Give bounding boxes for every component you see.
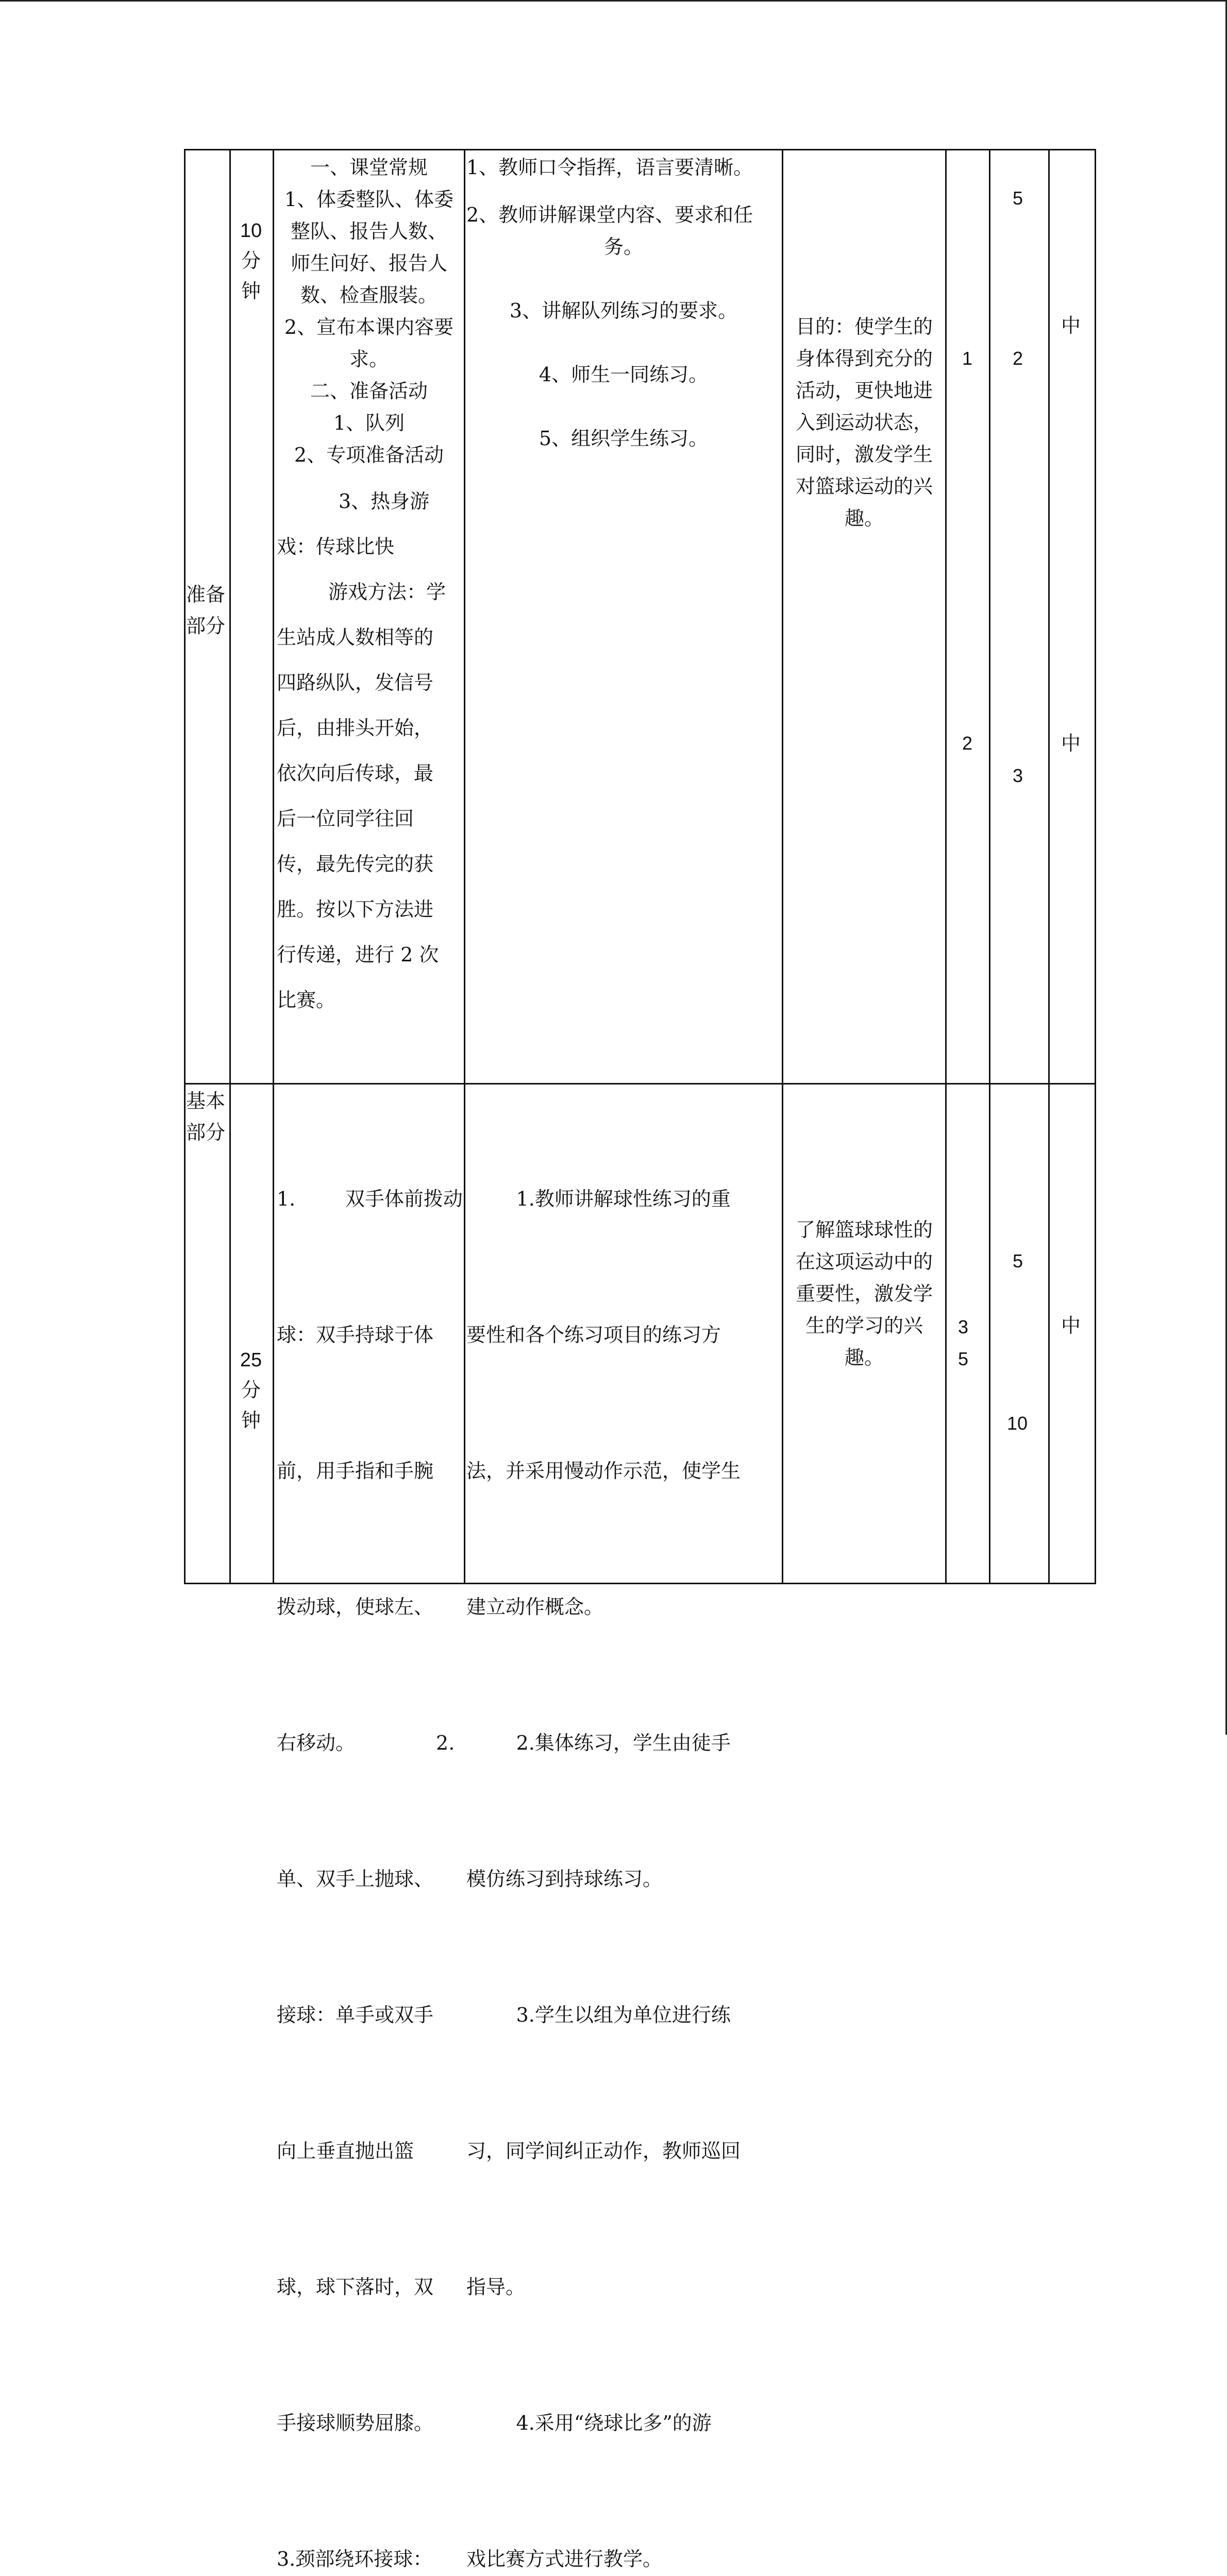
content-line: 胜。按以下方法进 bbox=[277, 898, 434, 921]
content-line: 2、宣布本课内容要 bbox=[284, 316, 454, 338]
basic-count-2: 5 bbox=[958, 1348, 969, 1369]
content-line: 数、检查服装。 bbox=[300, 284, 438, 307]
basic-times-2: 10 bbox=[1007, 1413, 1028, 1434]
prep-time: 10 分 钟 bbox=[240, 220, 262, 302]
table-border-top bbox=[184, 149, 1096, 150]
goal-line: 了解篮球球性的 bbox=[795, 1218, 933, 1241]
content-line: 后一位同学往回 bbox=[277, 807, 414, 830]
method-line: 4、师生一同练习。 bbox=[539, 363, 709, 386]
method-line: 1、教师口令指挥，语言要清晰。 bbox=[466, 156, 753, 179]
goal-line: 目的：使学生的 bbox=[795, 315, 933, 338]
content-line: 二、准备活动 bbox=[310, 380, 428, 402]
content-line: 师生问好、报告人 bbox=[290, 252, 447, 275]
method-line: 建立动作概念。 bbox=[466, 1596, 604, 1618]
prep-game-content bbox=[277, 479, 446, 1023]
content-line: 球，球下落时，双 bbox=[277, 2276, 434, 2298]
method-line: 1.教师讲解球性练习的重 bbox=[466, 1188, 731, 1210]
content-line: 右移动。 2. bbox=[277, 1732, 455, 1754]
goal-line: 身体得到充分的 bbox=[795, 347, 933, 370]
method-line: 戏比赛方式进行教学。 bbox=[466, 2548, 663, 2570]
method-line: 5、组织学生练习。 bbox=[539, 427, 709, 450]
prep-section-label: 准备 部分 bbox=[186, 583, 226, 637]
content-line: 前，用手指和手腕 bbox=[277, 1460, 434, 1482]
content-line: 四路纵队，发信号 bbox=[277, 671, 434, 694]
lesson-plan-table bbox=[184, 149, 1096, 2570]
content-line: 戏：传球比快 bbox=[277, 535, 395, 558]
prep-intensity-1: 中 bbox=[1061, 314, 1081, 337]
col-line bbox=[1048, 149, 1050, 1584]
prep-times-2: 2 bbox=[1013, 348, 1023, 369]
content-line: 生站成人数相等的 bbox=[277, 626, 434, 649]
basic-goal bbox=[783, 1214, 945, 1374]
content-line: 接球：单手或双手 bbox=[277, 2004, 434, 2026]
prep-intensity-2: 中 bbox=[1061, 732, 1081, 755]
content-line: 依次向后传球，最 bbox=[277, 762, 434, 785]
col-line bbox=[1095, 149, 1096, 1584]
col-line bbox=[184, 149, 186, 1584]
content-line: 单、双手上抛球、 bbox=[277, 1868, 434, 1890]
goal-line: 入到运动状态， bbox=[795, 411, 933, 434]
method-line: 要性和各个练习项目的练习方 bbox=[466, 1324, 721, 1346]
method-line: 4.采用“绕球比多”的游 bbox=[466, 2412, 712, 2434]
prep-goal bbox=[783, 311, 945, 534]
method-line: 习，同学间纠正动作，教师巡回 bbox=[466, 2140, 741, 2162]
content-line: 3.颈部绕环接球： bbox=[277, 2548, 433, 2570]
goal-line: 同时，激发学生 bbox=[795, 443, 933, 466]
content-line: 向上垂直抛出篮 bbox=[277, 2140, 414, 2162]
content-line: 手接球顺势屈膝。 bbox=[277, 2412, 434, 2434]
row-divider bbox=[184, 1083, 1096, 1084]
method-line: 3、讲解队列练习的要求。 bbox=[509, 299, 738, 322]
content-line: 一、课堂常规 bbox=[310, 156, 428, 179]
basic-times-1: 5 bbox=[1013, 1250, 1023, 1272]
method-line: 模仿练习到持球练习。 bbox=[466, 1868, 663, 1890]
col-line bbox=[464, 149, 465, 1584]
content-line: 球：双手持球于体 bbox=[277, 1324, 434, 1346]
method-line: 法，并采用慢动作示范，使学生 bbox=[466, 1460, 741, 1482]
goal-line: 重要性，激发学 bbox=[795, 1282, 933, 1305]
prep-content bbox=[274, 151, 464, 471]
content-line: 1、队列 bbox=[333, 412, 405, 434]
basic-intensity: 中 bbox=[1061, 1314, 1081, 1337]
goal-line: 活动，更快地进 bbox=[795, 379, 933, 402]
method-line: 指导。 bbox=[466, 2276, 526, 2298]
basic-content bbox=[277, 1086, 463, 2576]
content-line: 2、专项准备活动 bbox=[294, 444, 444, 466]
method-line: 3.学生以组为单位进行练 bbox=[466, 2004, 731, 2026]
goal-line: 对篮球运动的兴 bbox=[795, 475, 933, 498]
method-line: 2.集体练习，学生由徒手 bbox=[466, 1732, 731, 1754]
prep-method bbox=[466, 151, 781, 454]
content-line: 1、体委整队、体委 bbox=[284, 188, 454, 211]
goal-line: 趣。 bbox=[844, 507, 884, 530]
content-line: 求。 bbox=[349, 348, 389, 370]
content-line: 整队、报告人数、 bbox=[290, 220, 447, 243]
content-line: 比赛。 bbox=[277, 989, 336, 1011]
prep-times-3: 3 bbox=[1013, 765, 1023, 786]
goal-line: 趣。 bbox=[844, 1346, 884, 1369]
basic-section-label: 基本 部分 bbox=[186, 1090, 226, 1144]
col-line bbox=[945, 149, 947, 1584]
goal-line: 生的学习的兴 bbox=[805, 1314, 923, 1337]
content-line: 后，由排头开始， bbox=[277, 717, 434, 739]
content-line: 行传递，进行 2 次 bbox=[277, 943, 439, 966]
basic-count-1: 3 bbox=[958, 1316, 969, 1337]
goal-line: 在这项运动中的 bbox=[795, 1250, 933, 1273]
col-line bbox=[989, 149, 990, 1584]
content-line: 拨动球，使球左、 bbox=[277, 1596, 434, 1618]
basic-method bbox=[466, 1086, 741, 2576]
prep-times-1: 5 bbox=[1013, 188, 1023, 209]
content-line: 3、热身游 bbox=[339, 490, 430, 513]
method-line: 2、教师讲解课堂内容、要求和任 bbox=[466, 204, 753, 226]
content-line: 游戏方法：学 bbox=[328, 581, 446, 603]
prep-count-2: 2 bbox=[962, 733, 973, 754]
prep-count-1: 1 bbox=[962, 348, 973, 369]
page-top-border bbox=[0, 0, 1227, 2]
method-line: 务。 bbox=[603, 235, 643, 258]
content-line: 1. 双手体前拨动 bbox=[277, 1188, 463, 1210]
content-line: 传，最先传完的获 bbox=[277, 853, 434, 875]
basic-time: 25 分 钟 bbox=[240, 1349, 262, 1432]
